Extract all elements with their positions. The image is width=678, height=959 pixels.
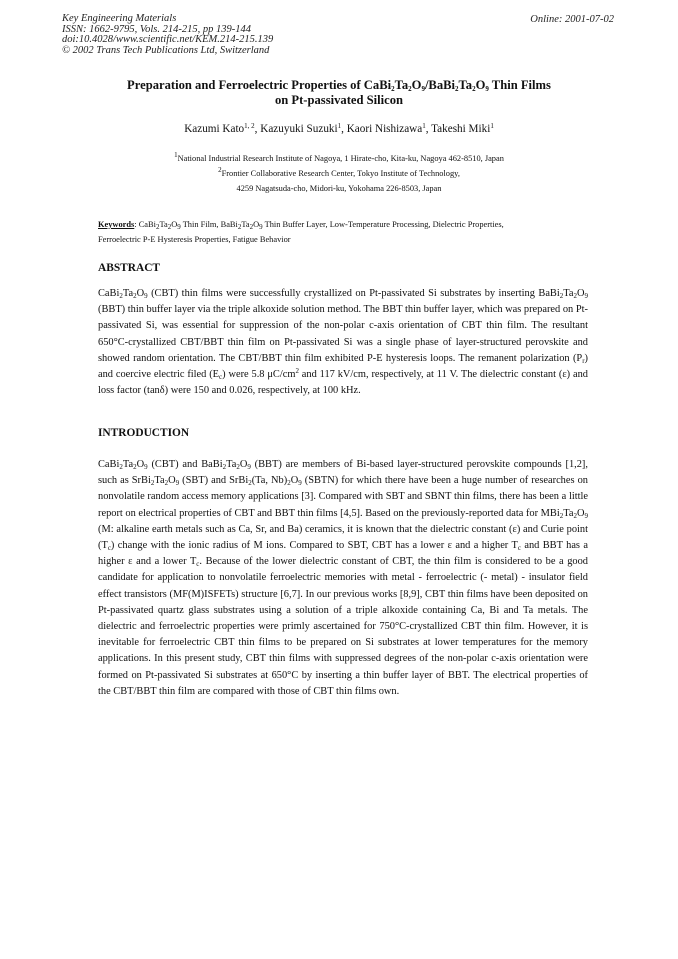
paper-title — [80, 78, 598, 108]
issn-line: ISSN: 1662-9795, Vols. 214-215, pp 139-144 — [62, 23, 251, 35]
copyright-line: © 2002 Trans Tech Publications Ltd, Switzerland — [62, 44, 270, 56]
title-line-2: on Pt-passivated Silicon — [274, 93, 404, 107]
affiliation-2: $^2$Frontier Collaborative Research Center, Tokyo Institute of Technology, — [218, 165, 460, 178]
author: Takeshi Miki$^1$ — [431, 122, 494, 135]
author: Kazumi Kato$^{1, 2}$, — [184, 122, 261, 135]
affiliation-2-address: 4259 Nagatsuda-cho, Midori-ku, Yokohama 226-8503, Japan — [236, 183, 442, 193]
doi-link[interactable]: doi:10.4028/www.scientific.net/KEM.214-215.139 — [62, 34, 274, 46]
abstract-heading: ABSTRACT — [98, 262, 161, 274]
title-line-1: Preparation and Ferroelectric Properties of $CaBi_2Ta_2O_9/BaBi_2Ta_2O_9$ Thin Films — [127, 78, 551, 93]
online-date: Online: 2001-07-02 — [530, 14, 614, 25]
keywords: Keywords: $CaBi_2Ta_2O_9$ Thin Film, $BaBi_2Ta_2O_9$ Thin Buffer Layer, Low-Temperature Processing, Dielectric Properties, Ferroelectric P-E Hysteresis Properties, Fatigue Behavior — [98, 220, 504, 244]
author: Kazuyuki Suzuki$^1$, — [260, 122, 347, 135]
affiliations — [80, 152, 598, 196]
author-list — [80, 123, 598, 135]
keywords-label: Keywords — [98, 220, 135, 229]
author: Kaori Nishizawa$^1$, — [346, 122, 432, 135]
journal-name: Key Engineering Materials — [62, 13, 177, 24]
affiliation-1: $^1$National Industrial Research Institute of Nagoya, 1 Hirate-cho, Kita-ku, Nagoya 462-8510, Japan — [174, 151, 504, 163]
introduction-text: $CaBi_2Ta_2O_9$ (CBT) and $BaBi_2Ta_2O_9$ (BBT) are members of Bi-based layer-structured perovskite compounds [1,2], such as $SrBi_2Ta_2O_9$ (SBT) and SrBi$_2$(Ta, $Nb)_2O_9$ (SBTN) for which there have been a huge number of researches on nonvolatile random access memory applications [3]. Compared with SBT and SBNT thin films, there has been a little report on electrical properties of CBT and BBT thin films [4,5]. Based on the previously-reported data for $MBi_2Ta_2O_9$ (M: alkaline earth metals such as Ca, Sr, and Ba) ceramics, it is known that the dielectric constant (ε) and Curie point $(T_c)$ change with the ionic radius of M ions. Compared to SBT, CBT has a lower ε and a higher $T_c$ and BBT has a higher ε and a lower $T_c$. Because of the lower dielectric constant of CBT, the thin film is considered to be a good candidate for application to nonvolatile ferroelectric memories with metal - ferroelectric (- metal) - insulator field effect transistors (MF(M)ISFETs) structure [6,7]. In our previous works [8,9], CBT thin films have been deposited on Pt-passivated quartz glass substrates using a solution of a triple alkoxide containing Ca, Bi and Ta metals. The dielectric and ferroelectric properties were primly ascertained for 750°C-crystallized CBT thin film. However, it is inevitable for ferroelectric CBT thin films to be prepared on Si substrates at lower temperatures for the memory applications. In this present study, CBT thin films with suppressed degrees of the non-polar c-axis orientation were formed on Pt-passivated Si substrates at 650°C by inserting a thin buffer layer of BBT. The electrical properties of the CBT/BBT thin film are compared with those of CBT thin films own. — [98, 459, 589, 697]
publication-info — [62, 14, 273, 56]
abstract-text: $CaBi_2Ta_2O_9$ (CBT) thin films were successfully crystallized on Pt-passivated Si substrates by inserting $BaBi_2Ta_2O_9$ (BBT) thin buffer layer via the triple alkoxide solution method. The BBT thin buffer layer, which was prepared on Pt-passivated Si, was essential for suppression of the non-polar c-axis orientation of CBT thin film. The resultant 650°C-crystallized CBT/BBT thin film on Pt-passivated Si was a single phase of layer-structured perovskite and showed random orientation. The CBT/BBT thin film exhibited P-E hysteresis loops. The remanent polarization $(P_r)$ and coercive electric filed $(E_c)$ were 5.8 $\mu C/cm^2$ and 117 kV/cm, respectively, at 11 V. The dielectric constant (ε) and loss factor (tanδ) were 150 and 0.026, respectively, at 100 kHz. — [98, 288, 589, 397]
introduction-heading: INTRODUCTION — [98, 427, 190, 439]
